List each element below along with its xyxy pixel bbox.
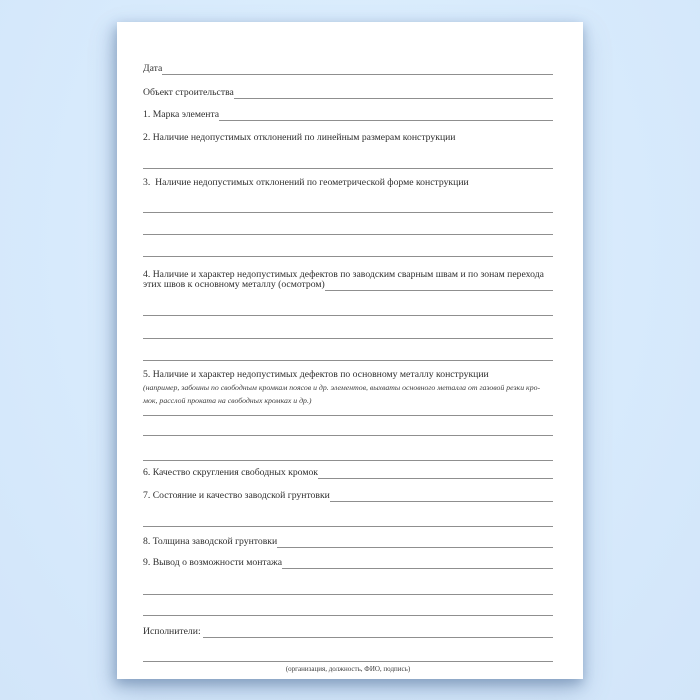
fill-line: [162, 62, 553, 75]
signature-caption-text: (организация, должность, ФИО, подпись): [285, 665, 411, 673]
field-row-element-mark: [143, 108, 553, 121]
item-5-note-text1: (например, забоины по свободным кромкам поясов и др. элементов, выхваты основного металла от газовой резки кро-: [143, 383, 541, 392]
field-row-item8: [143, 535, 553, 548]
item-7-label: 7. Состояние и качество заводской грунтовки: [143, 490, 330, 501]
item-6-label: 6. Качество скругления свободных кромок: [143, 467, 319, 478]
item-4-label-line2: этих швов к основному металлу (осмотром): [143, 279, 325, 290]
executors-label: Исполнители:: [143, 626, 204, 637]
fill-line: [234, 86, 553, 99]
fill-line: [277, 535, 553, 548]
item-5-text: [143, 368, 553, 381]
blank-line: [143, 581, 553, 595]
blank-line: [143, 602, 553, 616]
item-2-text: [143, 131, 553, 144]
item-3-label: 3. Наличие недопустимых отклонений по геометрической форме конструкции: [143, 177, 469, 188]
field-label-date: Дата: [143, 63, 163, 74]
fill-line: [219, 108, 553, 121]
field-row-item7: [143, 489, 553, 502]
item-4-field-line2: [143, 278, 553, 291]
field-label-construction-object: Объект строительства: [143, 87, 234, 98]
blank-line: [143, 325, 553, 339]
blank-line: [143, 513, 553, 527]
blank-line: [143, 302, 553, 316]
blank-line: [143, 347, 553, 361]
field-row-item6: [143, 466, 553, 479]
fill-line: [330, 489, 553, 502]
field-row-executors: [143, 625, 553, 638]
fill-line: [203, 625, 553, 638]
item-8-label: 8. Толщина заводской грунтовки: [143, 536, 278, 547]
item-9-label: 9. Вывод о возможности монтажа: [143, 557, 283, 568]
blank-line: [143, 155, 553, 169]
blank-line: [143, 221, 553, 235]
signature-caption: [143, 663, 553, 676]
paper-sheet: [117, 22, 583, 679]
blank-line: [143, 422, 553, 436]
field-row-item9: [143, 556, 553, 569]
field-row-construction-object: [143, 86, 553, 99]
fill-line: [325, 278, 553, 291]
item-3-text: [143, 176, 553, 189]
blank-line: [143, 199, 553, 213]
field-row-date: [143, 62, 553, 75]
blank-line: [143, 447, 553, 461]
field-label-element-mark: 1. Марка элемента: [143, 109, 220, 120]
item-2-label: 2. Наличие недопустимых отклонений по линейным размерам конструкции: [143, 132, 456, 143]
item-5-note-text2: мок, расслой проката на свободных кромках и др.): [143, 396, 312, 405]
item-5-note-line1: [143, 382, 553, 394]
blank-line: [143, 243, 553, 257]
fill-line: [282, 556, 553, 569]
item-5-label: 5. Наличие и характер недопустимых дефектов по основному металлу конструкции: [143, 369, 489, 380]
item-4-label-line1: 4. Наличие и характер недопустимых дефектов по заводским сварным швам и по зонам перехода: [143, 269, 544, 280]
fill-line: [318, 466, 553, 479]
signature-line: [143, 648, 553, 662]
blank-line: [143, 402, 553, 416]
